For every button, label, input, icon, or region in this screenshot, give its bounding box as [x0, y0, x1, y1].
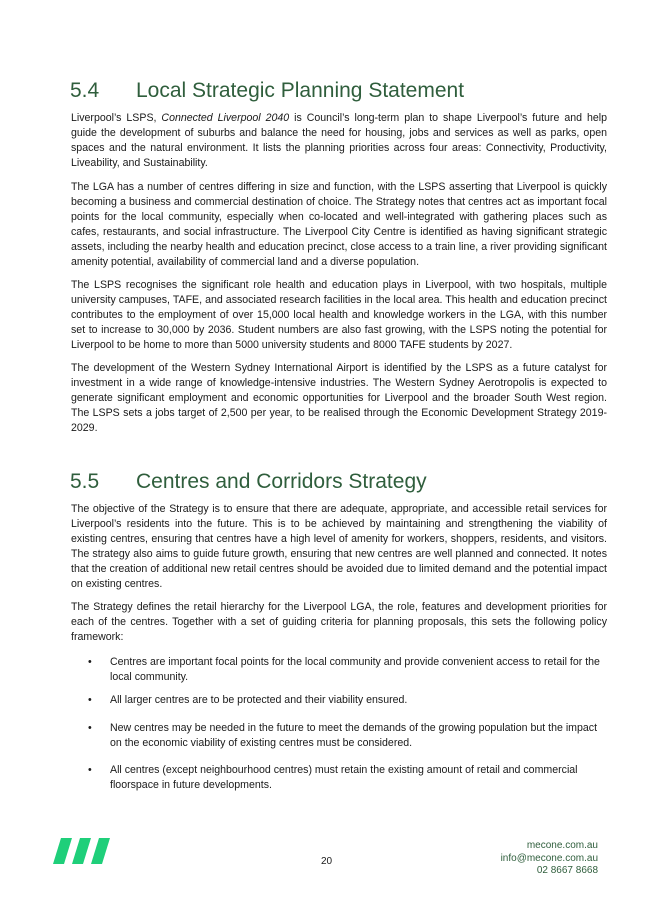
section-number: 5.5	[70, 470, 100, 493]
logo-bar	[72, 838, 91, 864]
mecone-logo-icon	[53, 836, 111, 866]
section-title: Centres and Corridors Strategy	[136, 470, 427, 493]
paragraph-text: is Council’s long-term plan to shape Liverpool’s future and help guide the development of suburbs and balance the need for housing, jobs and services as well as parks, open spaces and the natural environment. It lists the planning priorities across four areas: Connectivity, Productivity, Liveability, and Sustainability.	[71, 112, 607, 169]
section-5-5-heading	[70, 470, 427, 494]
list-item-text: All larger centres are to be protected and their viability ensured.	[110, 694, 408, 706]
list-item-text: New centres may be needed in the future to meet the demands of the growing population but the impact on the economic viability of existing centres must be considered.	[110, 722, 598, 749]
bullet-icon: •	[88, 694, 92, 706]
bullet-icon: •	[88, 656, 92, 668]
phone-number: 02 8667 8668	[536, 865, 598, 876]
list-item	[71, 655, 607, 685]
paragraph: The objective of the Strategy is to ensure that there are adequate, appropriate, and accessible retail services for Liverpool’s residents into the future. This is to be achieved by maintaining and strengthening the viability of existing centres, ensuring that centres have a high level of amenity for workers, shoppers, residents, and visitors. The strategy also aims to guide future growth, ensuring that new centres are well planned and connected. It notes that the creation of additional new retail centres should be avoided due to limited demand and the potential impact on existing centres.	[71, 503, 607, 590]
list-item-text: Centres are important focal points for the local community and provide convenient access to retail for the local community.	[110, 656, 600, 683]
paragraph: The LGA has a number of centres differing in size and function, with the LSPS asserting that Liverpool is quickly becoming a business and commercial destination of choice. The Strategy notes that centres act as important focal points for the local community, especially when co-located and well-integrated with gathering places such as cafes, restaurants, and social infrastructure. The Liverpool City Centre is identified as having significant strategic assets, including the nearby health and education precinct, close access to a train line, a river providing significant amenity potential, availability of commercial land and a diverse population.	[71, 181, 607, 268]
plan-title-italic: Connected Liverpool 2040	[161, 112, 290, 124]
email-link[interactable]: info@mecone.com.au	[500, 852, 598, 864]
bullet-icon: •	[88, 764, 92, 776]
paragraph-text: Liverpool’s LSPS,	[71, 112, 162, 124]
page-number: 20	[321, 856, 333, 867]
section-number: 5.4	[70, 79, 100, 102]
paragraph	[71, 111, 607, 171]
section-title: Local Strategic Planning Statement	[136, 79, 465, 102]
paragraph: The Strategy defines the retail hierarchy for the Liverpool LGA, the role, features and development priorities for each of the centres. Together with a set of guiding criteria for planning proposals, this sets the following policy framework:	[71, 601, 607, 643]
list-item	[71, 721, 607, 751]
bullet-icon: •	[88, 722, 92, 734]
logo-bar	[91, 838, 110, 864]
list-item-text: All centres (except neighbourhood centres) must retain the existing amount of retail and commercial floorspace in future developments.	[110, 764, 578, 791]
paragraph: The LSPS recognises the significant role health and education plays in Liverpool, with two hospitals, multiple university campuses, TAFE, and associated research facilities in the local area. This health and education precinct contributes to the employment of over 15,000 local health and knowledge workers in the LGA, with this number set to increase to 30,000 by 2036. Student numbers are also fast growing, with the LSPS noting the potential for Liverpool to be home to more than 5000 university students and 8000 TAFE students by 2027.	[71, 279, 607, 351]
list-item	[71, 763, 607, 793]
list-item	[71, 693, 607, 708]
section-5-4-heading	[70, 79, 464, 103]
paragraph: The development of the Western Sydney International Airport is identified by the LSPS as a future catalyst for investment in a wide range of knowledge-intensive industries. The Western Sydney Aerotropolis is expected to generate significant employment and economic opportunities for Liverpool and the broader South West region. The LSPS sets a jobs target of 2,500 per year, to be realised through the Economic Development Strategy 2019-2029.	[71, 362, 607, 434]
footer-contact	[501, 840, 598, 878]
website-link[interactable]: mecone.com.au	[526, 840, 598, 851]
logo-bar	[53, 838, 72, 864]
